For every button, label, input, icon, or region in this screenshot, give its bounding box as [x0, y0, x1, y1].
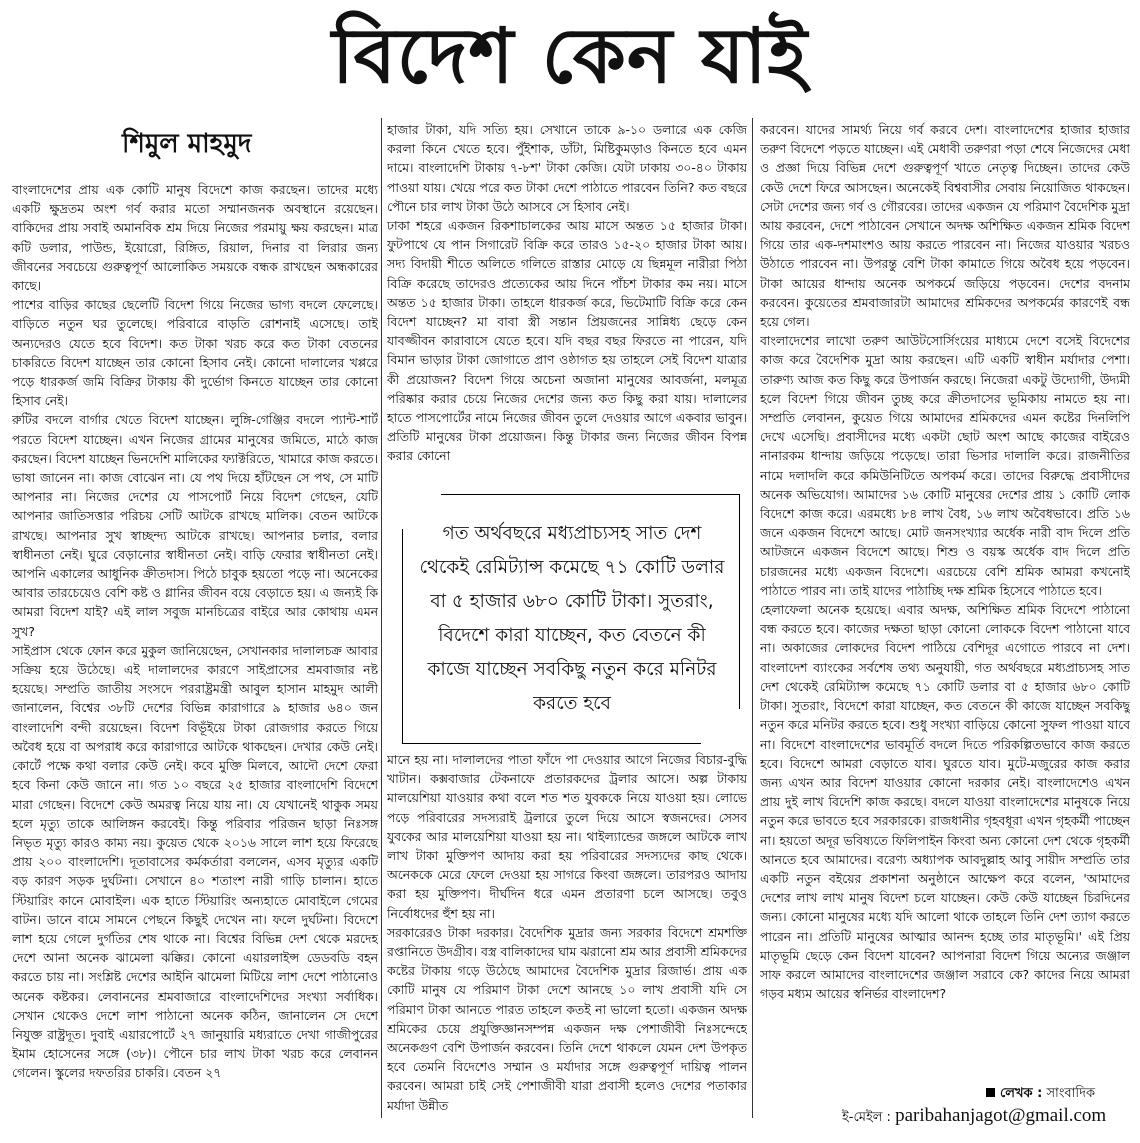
paragraph: বাংলাদেশের প্রায় এক কোটি মানুষ বিদেশে কাজ করছেন। তাদের মধ্যে একটি ক্ষুদ্রতম অংশ গর্ব করার মতো সম্মানজনক অবস্থানে রয়েছেন। বাকিদের প্রায় সবাই অমানবিক শ্রম দিয়ে নিজের পরমায়ু ক্ষয় করছেন। মাত্র কটি ডলার, পাউন্ড, ইয়োরো, রিঙ্গিত, রিয়াল, দিনার বা লিরার জন্য জীবনের সবচেয়ে গুরুত্বপূর্ণ আলোকিত সময়কে বন্ধক রাখছেন অন্ধকারের কাছে।: [12, 182, 378, 294]
column-2-top: [387, 120, 747, 485]
email-label: ই-মেইল :: [842, 1110, 891, 1125]
email-note: [842, 1104, 1106, 1130]
email-address[interactable]: paribahanjagot@gmail.com: [895, 1105, 1107, 1126]
author-role: সাংবাদিক: [1046, 1086, 1096, 1101]
paragraph: সরকারেরও টাকা দরকার। বৈদেশিক মুদ্রার জন্য সরকার বিদেশে শ্রমশক্তি রপ্তানিতে উদগ্রীব। বস্ত্র বালিকাদের ঘাম ঝরানো শ্রম আর প্রবাসী শ্রমিকদের কষ্টের টাকায় গড়ে উঠেছে আমাদের বৈদেশিক মুদ্রার রিজার্ভ। প্রায় এক কোটি মানুষ যে পরিমাণ টাকা দেশে আনছে ১০ লাখ প্রবাসী যদি সে পরিমাণ টাকা আনতে পারত তাহলে কতই না ভালো হতো। একজন অদক্ষ শ্রমিকের চেয়ে প্রযুক্তিজ্ঞানসম্পন্ন একজন দক্ষ পেশাজীবী নিঃসন্দেহে অনেকগুণ বেশি উপার্জন করবেন। তিনি দেশে থাকলে যেমন দেশ উপকৃত হবে তেমনি বিদেশেও সম্মান ও মর্যাদার সঙ্গে গুরুত্বপূর্ণ দায়িত্ব পালন করবেন। আমরা চাই সেই পেশাজীবী যারা প্রবাসী হলেও দেশের পতাকার মর্যাদা উন্নীত: [387, 924, 747, 1113]
author-note: [986, 1084, 1095, 1104]
square-bullet-icon: [986, 1088, 995, 1097]
paragraph: করবেন। যাদের সামর্থ্য নিয়ে গর্ব করবে দেশ। বাংলাদেশের হাজার হাজার তরুণ বিদেশে পড়তে যাচ্ছেন। এই মেধাবী তরুণরা পড়া শেষে নিজেদের মেধা ও প্রজ্ঞা দিয়ে বিভিন্ন দেশে গুরুত্বপূর্ণ খাতে নেতৃত্ব দিচ্ছেন। তাদের কেউ কেউ দেশে ফিরে আসছেন। অনেকেই বিশ্ববাসীর সেবায় নিয়োজিত থাকছেন। সেটা দেশের জন্য গর্ব ও গৌরবের। তাদের একজন যে পরিমাণ বৈদেশিক মুদ্রা আয় করবেন, দেশে পাঠাবেন সেখানে অদক্ষ অশিক্ষিত একজন শ্রমিক বিদেশ গিয়ে তার এক-দশমাংশও আয় করতে পারবেন না। নিজের যাওয়ার খরচও উঠাতে পারবেন না। উপরন্তু বেশি টাকা কামাতে গিয়ে অবৈধ হয়ে পড়বেন। টাকা আয়ের ধান্দায় অনেক অপকর্মে জড়িয়ে পড়বেন। দেশের বদনাম করবেন। কুয়েতের শ্রমবাজারটা আমাদের শ্রমিকদের অপকর্মের কারণেই বন্ধ হয়ে গেল।: [760, 122, 1130, 330]
column-divider: [752, 118, 753, 1118]
headline: বিদেশ কেন যাই: [331, 11, 809, 100]
paragraph: মানে হয় না। দালালদের পাতা ফাঁদে পা দেওয়ার আগে নিজের বিচার-বুদ্ধি খাটান। কক্সবাজার টেকনাফে প্রতারকদের ট্রলার আসে। অল্প টাকায় মালয়েশিয়া যাওয়ার কথা বলে শত শত যুবককে নিয়ে যাওয়া হয়। লোভে পড়ে পরিবারের সদস্যরাই ট্রলারে তুলে দিয়ে আসে স্বজনদের। সেসব যুবকের আর মালয়েশিয়া যাওয়া হয় না। থাইল্যান্ডের জঙ্গলে আটকে লাখ লাখ টাকা মুক্তিপণ আদায় করা হয় পরিবারের সদস্যদের কাছ থেকে। অনেককে মেরে ফেলে দেওয়া হয় সাগরে কিংবা জঙ্গলে। তারপরও আদায় করা হয় মুক্তিপণ। দীর্ঘদিন ধরে এমন প্রতারণা চলে আসছে। তবুও নির্বোধদের হুঁশ হয় না।: [387, 752, 747, 921]
paragraph: রুটির বদলে বার্গার খেতে বিদেশ যাচ্ছেন। লুঙ্গি-গেঞ্জির বদলে প্যান্ট-শার্ট পরতে বিদেশ যাচ্ছেন। এখন নিজের গ্রামের মানুষের জমিতে, মাঠে কাজ করছেন। বিদেশ যাচ্ছেন ভিনদেশি মালিকের ফ্যাক্টরিতে, খামারে কাজ করতে। ভাষা জানেন না। কাজ বোঝেন না। যে পথ দিয়ে হাঁটছেন সে পথ, সে মাটি আপনার না। নিজের দেশের যে পাসপোর্ট নিয়ে বিদেশ গেছেন, যেটি আপনার জাতিসত্তার পরিচয় সেটি আটকে রাখছে মালিক। বেতন আটকে রাখছে। আপনার সুখ স্বাচ্ছন্দ্য আটকে রাখছে। আপনার চলার, বলার স্বাধীনতা নেই। ঘুরে বেড়ানোর স্বাধীনতা নেই। বাড়ি ফেরার স্বাধীনতা নেই। আপনি একালের আধুনিক ক্রীতদাস। পিঠে চাবুক হয়তো পড়ে না। অনেকের আবার তারচেয়েও বেশি কষ্ট ও গ্লানির জীবন বয়ে বেড়াতে হয়। এ জন্যই কি আমরা বিদেশ যাই? এই লাল সবুজ মানচিত্রের বাইরে আর কোথায় এমন সুখ?: [12, 412, 378, 639]
column-1: [12, 180, 378, 1116]
paragraph: ঢাকা শহরে একজন রিকশাচালকের আয় মাসে অন্তত ১৫ হাজার টাকা। ফুটপাথে যে পান সিগারেট বিক্রি করে তারও ১৫-২০ হাজার টাকা আয়। সদ্য বিদায়ী শীতে অলিতে গলিতে রাস্তার মোড়ে যে ছিন্নমূল নারীরা পিঠা বিক্রি করেছে তাদেরও প্রত্যেকের আয় দিনে পাঁচশ টাকার কম নয়। মাসে অন্তত ১৫ হাজার টাকা। তাহলে ধারকর্জ করে, ভিটেমাটি বিক্রি করে কেন বিদেশ যাচ্ছেন? মা বাবা স্ত্রী সন্তান প্রিয়জনের সান্নিধ্য ছেড়ে কেন যাবজ্জীবন কারাবাসে যেতে হবে। যদি বছর বছর ফিরতে না পারেন, যদি বিমান ভাড়ার টাকা জোগাতে প্রাণ ওষ্ঠাগত হয় তাহলে সেই বিদেশ যাত্রার কী প্রয়োজন? বিদেশ গিয়ে অচেনা অজানা মানুষের আবর্জনা, মলমূত্র পরিষ্কার করার চেয়ে নিজের দেশের জন্য কত কিছু করা যায়। দালালের হাতে পাসপোর্টের নামে নিজের জীবন তুলে দেওয়ার আগে একবার ভাবুন। প্রতিটি মানুষের টাকা প্রয়োজন। কিন্তু টাকার জন্য নিজের জীবন বিপন্ন করার কোনো: [387, 218, 747, 464]
pull-quote: গত অর্থবছরে মধ্যপ্রাচ্যসহ সাত দেশ থেকেই রেমিট্যান্স কমেছে ৭১ কোটি ডলার বা ৫ হাজার ৬৮০ কোটি টাকা। সুতরাং, বিদেশে কারা যাচ্ছেন, কত বেতনে কী কাজে যাচ্ছেন সবকিছু নতুন করে মনিটর করতে হবে: [419, 523, 725, 714]
paragraph: পাশের বাড়ির কাছের ছেলেটি বিদেশ গিয়ে নিজের ভাগ্য বদলে ফেলেছে। বাড়িতে নতুন ঘর তুলেছে। পরিবারে বাড়তি রোশনাই এসেছে। তাই অন্যদেরও যেতে হবে বিদেশ। কত টাকা খরচ করে কত টাকা বেতনের চাকরিতে বিদেশ যাচ্ছেন তার কোনো হিসাব নেই। কোনো দালালের খপ্পরে পড়ে ধারকর্জ জমি বিক্রির টাকায় কী দুর্ভোগ কিনতে যাচ্ছেন তার কোনো হিসাব নেই।: [12, 297, 378, 409]
column-3: [760, 120, 1130, 1082]
author-label: লেখক :: [1000, 1086, 1043, 1101]
paragraph: সাইপ্রাস থেকে ফোন করে মুকুল জানিয়েছেন, সেখানকার দালালচক্র আবার সক্রিয় হয়ে উঠেছে। এই দালালদের কারণে সাইপ্রাসের শ্রমবাজার নষ্ট হয়েছে। সম্প্রতি জাতীয় সংসদে পররাষ্ট্রমন্ত্রী আবুল হাসান মাহমুদ আলী জানালেন, বিশ্বের ৩৮টি দেশের বিভিন্ন কারাগারে ৯ হাজার ৬৪০ জন বাংলাদেশি বন্দী রয়েছেন। বিদেশ বিভূঁইয়ে টাকা রোজগার করতে গিয়ে অবৈধ হয়ে বা অপরাধ করে কারাগারে আটকে থাকছেন। দেখার কেউ নেই। কোর্টে পক্ষে কথা বলার কেউ নেই। কবে মুক্তি মিলবে, আদৌ দেশে ফেরা হবে কিনা কেউ জানে না। গত ১০ বছরে ২৫ হাজার বাংলাদেশি বিদেশে মারা গেছেন। বিদেশে কেউ অমরত্ব নিয়ে যায় না। যে যেখানেই থাকুক সময় হলে মৃত্যু তাকে আলিঙ্গন করবেই। কিন্তু পরিবার পরিজন ছাড়া নিঃসঙ্গ নিভৃত মৃত্যু কারও কাম্য নয়। কুয়েত থেকে ২০১৬ সালে লাশ হয়ে ফিরেছে প্রায় ২০০ বাংলাদেশি। দূতাবাসের কর্মকর্তারা বললেন, এসব মৃত্যুর একটি বড় কারণ সড়ক দুর্ঘটনা। সেখানে ৪০ শতাংশ নারী গাড়ি চালান। হাতে স্টিয়ারিং কানে মোবাইল। এক হাতে স্টিয়ারিং অন্যহাতে মোবাইলে গেমের বাটন। ডানে বামে সামনে পেছনে কিছুই দেখেন না। ফলে দুর্ঘটনা। বিদেশে লাশ হয়ে গেলে দুর্গতির শেষ থাকে না। বিশ্বের বিভিন্ন দেশ থেকে মরদেহ দেশে আনা অনেক ঝামেলা ঝক্কির। কোনো এয়ারলাইন্স ডেডবডি বহন করতে চায় না। সংশ্লিষ্ট দেশের আইনি ঝামেলা মিটিয়ে লাশ দেশে পাঠানোও অনেক কষ্টকর। লেবাননের শ্রমবাজারে বাংলাদেশিদের সংখ্যা সর্বাধিক। সেখান থেকেও দেশে লাশ পাঠানো অনেক কঠিন, জানালেন সে দেশে নিযুক্ত রাষ্ট্রদূত। দুবাই এয়ারপোর্টে ২৭ জানুয়ারি মধ্যরাতে দেখা গাজীপুরের ইমাম হোসেনের সঙ্গে (৩৮)। পৌনে চার লাখ টাকা খরচ করে লেবানন গেলেন। স্কুলের দফতরির চাকরি। বেতন ২৭: [12, 642, 378, 1081]
paragraph: হেলাফেলা অনেক হয়েছে। এবার অদক্ষ, অশিক্ষিত শ্রমিক বিদেশে পাঠানো বন্ধ করতে হবে। কাজের দক্ষতা ছাড়া কোনো লোককে বিদেশ পাঠানো যাবে না। অকাজের লোকদের বিদেশ পাঠিয়ে বেশিদূর এগোতে পারবে না দেশ। বাংলাদেশ ব্যাংকের সর্বশেষ তথ্য অনুযায়ী, গত অর্থবছরে মধ্যপ্রাচ্যসহ সাত দেশ থেকেই রেমিট্যান্স কমেছে ৭১ কোটি ডলার বা ৫ হাজার ৬৮০ কোটি টাকা। সুতরাং, বিদেশে কারা যাচ্ছেন, কত বেতনে কী কাজে যাচ্ছেন সবকিছু নতুন করে মনিটর করতে হবে। শুধু সংখ্যা বাড়িয়ে কোনো সুফল পাওয়া যাবে না। বিদেশে বাংলাদেশের ভাবমূর্তি বদলে দিতে পরিকল্পিতভাবে কাজ করতে হবে। বিদেশে আমরা বেড়াতে যাব। ঘুরতে যাব। মুটে-মজুরের কাজ করার জন্য এখন আর বিদেশ যাওয়ার কোনো দরকার নেই। বাংলাদেশেও এখন প্রায় দুই লাখ বিদেশি কাজ করছে। বদলে যাওয়া বাংলাদেশের মানুষকে নিয়ে নতুন করে ভাবতে হবে সরকারকে। রাজধানীর গৃহবধূরা এখন গৃহকর্মী পাচ্ছেন না। হয়তো অদূর ভবিষ্যতে ফিলিপাইন কিংবা অন্য কোনো দেশ থেকে গৃহকর্মী আনতে হবে আমাদের। বরেণ্য অধ্যাপক আবদুল্লাহ আবু সায়ীদ সম্প্রতি তার একটি নতুন বইয়ের প্রকাশনা অনুষ্ঠানে আক্ষেপ করে বলেন, 'আমাদের দেশের লাখ লাখ মানুষ বিদেশ চলে যাচ্ছেন। কেউ কেউ যাচ্ছেন চিরদিনের জন্য। কোনো মানুষের মধ্যে যদি আলো থাকে তাহলে তিনি দেশ ত্যাগ করতে পারেন না। প্রতিটি মানুষের আত্মার আনন্দ হচ্ছে তার মাতৃভূমি।' এই প্রিয় মাতৃভূমি ছেড়ে কেন বিদেশ যাবেন? আপনারা বিদেশ গিয়ে অন্যের জঞ্জাল সাফ করলে আমাদের বাংলাদেশের জঞ্জাল সরাবে কে? কাদের নিয়ে আমরা গড়ব মধ্যম আয়ের স্বনির্ভর বাংলাদেশ?: [760, 602, 1130, 1002]
pull-quote-box: [402, 494, 740, 744]
column-divider: [381, 118, 382, 1118]
author-byline: শিমুল মাহমুদ: [122, 129, 252, 159]
paragraph: বাংলাদেশের লাখো তরুণ আউটসোর্সিংয়ের মাধ্যমে দেশে বসেই বিদেশের কাজ করে বৈদেশিক মুদ্রা আয় করছেন। এটি একটি স্বাধীন মর্যাদার পেশা। তারুণ্য আজ কত কিছু করে উপার্জন করছে। নিজেরা একটু উদ্যোগী, উদ্যমী হলে বিদেশ গিয়ে জীবন তুচ্ছ করে ক্রীতদাসের ভূমিকায় নামতে হয় না। সম্প্রতি লেবানন, কুয়েত গিয়ে আমাদের শ্রমিকদের এমন কষ্টের দিনলিপি দেখে এসেছি। প্রবাসীদের মধ্যে একটা ছোট অংশ আছে কাজের বাইরেও নানারকম ধান্দায় জড়িয়ে পড়েছে। তারা ভিসার দালালি করে। রাজনীতির নামে দলাদলি করে কমিউনিটিতে অপকর্ম করে। তাদের বিরুদ্ধে প্রবাসীদের অনেক অভিযোগ। আমাদের ১৬ কোটি মানুষের দেশের প্রায় ১ কোটি লোক বিদেশে কাজ করে। এরমধ্যে ৮৪ লাখ বৈধ, ১৬ লাখ অবৈধভাবে। প্রতি ১৬ জনে একজন বিদেশে আছে। মোট জনসংখ্যার অর্ধেক নারী বাদ দিলে প্রতি আটজনে একজন বিদেশে আছে। শিশু ও বয়স্ক অর্ধেক বাদ দিলে প্রতি চারজনের মধ্যে একজন বিদেশে। এরচেয়ে বেশি শ্রমিক আমরা কখনোই পাঠাতে পারব না। তাই যাদের পাঠাচ্ছি দক্ষ শ্রমিক হিসেবে পাঠাতে হবে।: [760, 333, 1130, 598]
paragraph: হাজার টাকা, যদি সত্যি হয়। সেখানে তাকে ৯-১০ ডলারে এক কেজি করলা কিনে খেতে হবে। পুঁইশাক, ডাঁটা, মিষ্টিকুমড়াও কিনতে হবে এমন দামে। বাংলাদেশি টাকায় ৭-৮শ' টাকা কেজি। যেটা ঢাকায় ৩০-৪০ টাকায় পাওয়া যায়। খেয়ে পরে কত টাকা দেশে পাঠাতে পারবেন তিনি? কত বছরে পৌনে চার লাখ টাকা উঠে আসবে সে হিসাব নেই।: [387, 122, 747, 214]
column-2-bottom: [387, 750, 747, 1120]
